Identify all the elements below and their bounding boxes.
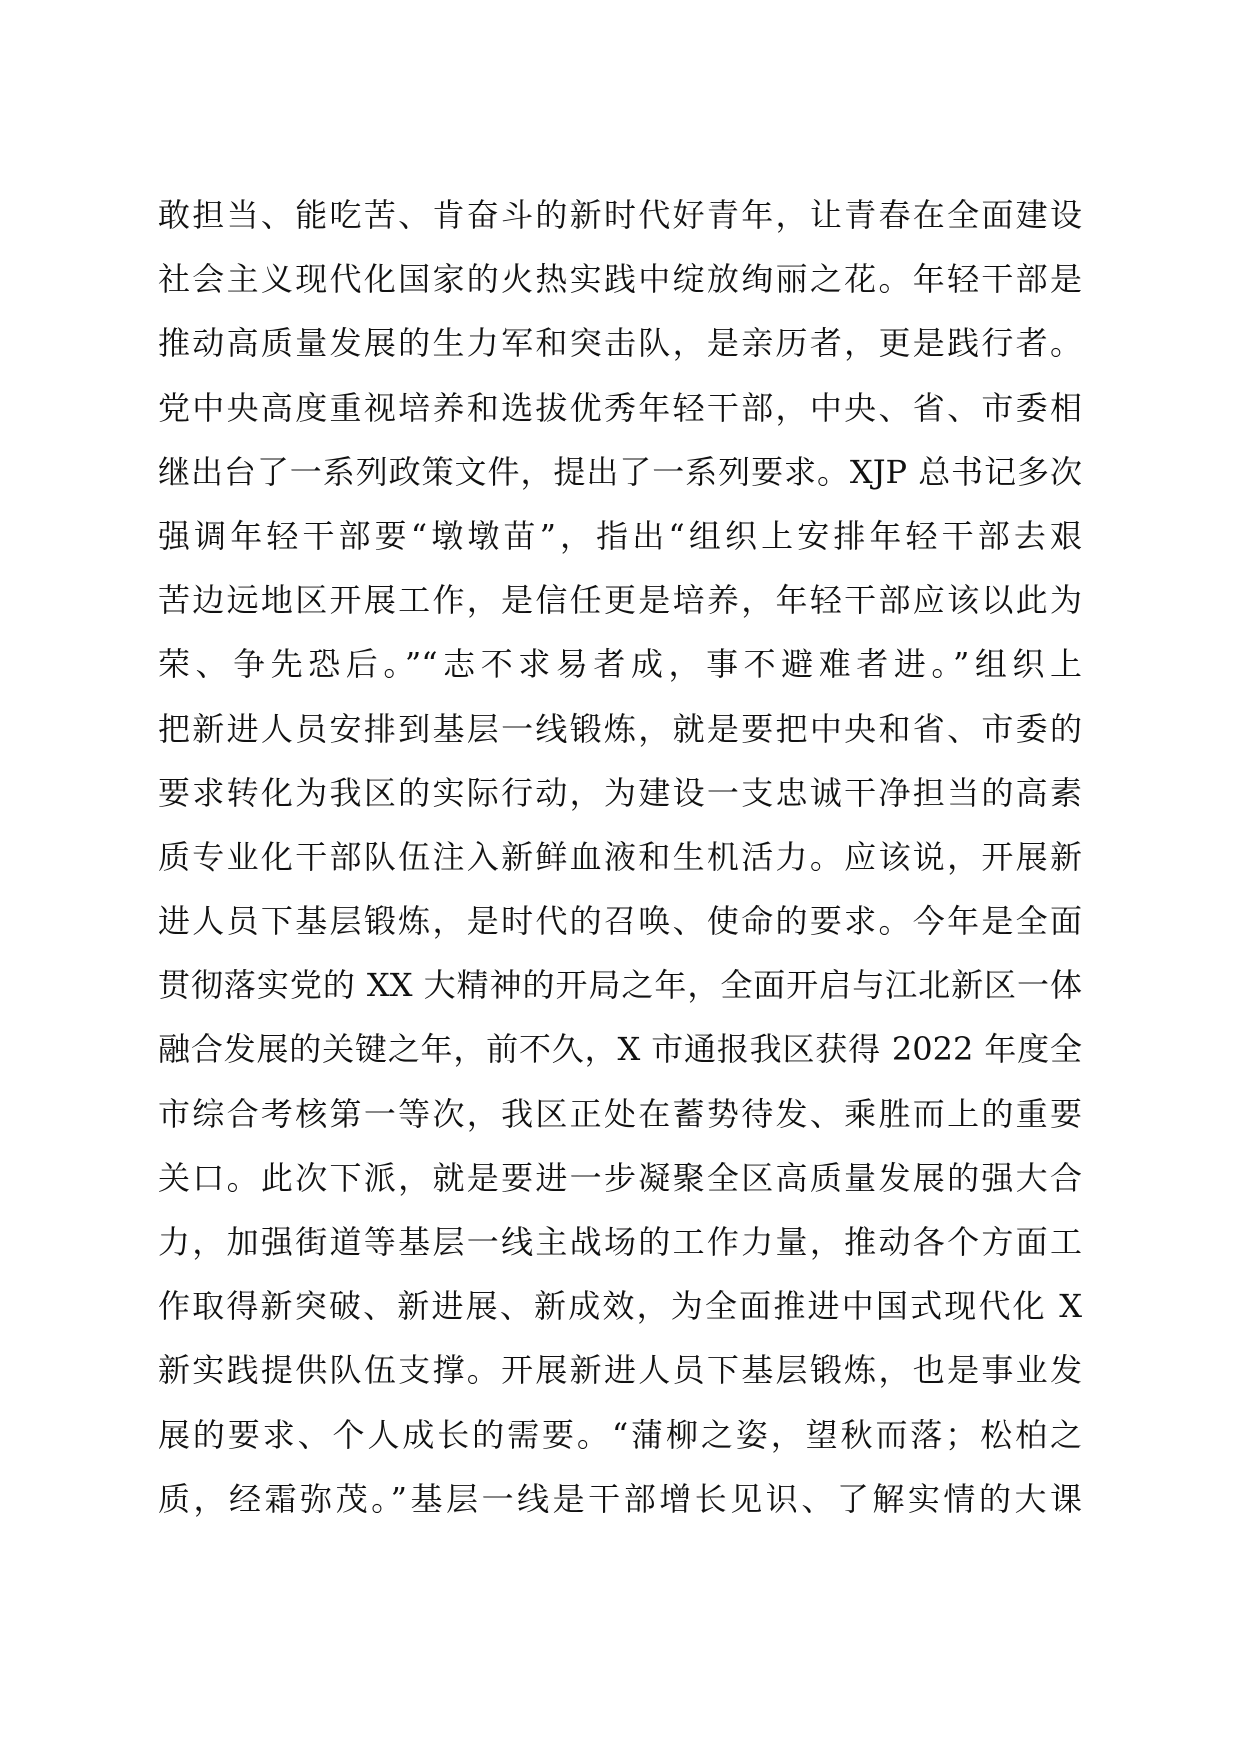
text-line: 关口。此次下派，就是要进一步凝聚全区高质量发展的强大合 <box>158 1158 1082 1197</box>
text-line: 推动高质量发展的生力军和突击队，是亲历者，更是践行者。 <box>158 324 1082 363</box>
text-line: 荣、争先恐后。”“志不求易者成，事不避难者进。”组织上 <box>158 645 1082 684</box>
text-line: 融合发展的关键之年，前不久，X 市通报我区获得 2022 年度全 <box>158 1030 1082 1069</box>
text-line: 党中央高度重视培养和选拔优秀年轻干部，中央、省、市委相 <box>158 388 1082 427</box>
text-line: 要求转化为我区的实际行动，为建设一支忠诚干净担当的高素 <box>158 773 1082 812</box>
body-text <box>158 183 1082 1531</box>
text-line: 苦边远地区开展工作，是信任更是培养，年轻干部应该以此为 <box>158 581 1082 620</box>
text-line: 社会主义现代化国家的火热实践中绽放绚丽之花。年轻干部是 <box>158 260 1082 299</box>
text-line: 进人员下基层锻炼，是时代的召唤、使命的要求。今年是全面 <box>158 902 1082 941</box>
text-line: 敢担当、能吃苦、肯奋斗的新时代好青年，让青春在全面建设 <box>158 196 1082 234</box>
text-line: 作取得新突破、新进展、新成效，为全面推进中国式现代化 X <box>158 1287 1082 1326</box>
text-line: 把新进人员安排到基层一线锻炼，就是要把中央和省、市委的 <box>158 709 1082 748</box>
text-line: 展的要求、个人成长的需要。“蒲柳之姿，望秋而落；松柏之 <box>158 1415 1082 1454</box>
text-line: 新实践提供队伍支撑。开展新进人员下基层锻炼，也是事业发 <box>158 1351 1082 1390</box>
text-line: 强调年轻干部要“墩墩苗”，指出“组织上安排年轻干部去艰 <box>158 516 1082 555</box>
text-line: 质，经霜弥茂。”基层一线是干部增长见识、了解实情的大课 <box>158 1479 1082 1518</box>
text-line: 继出台了一系列政策文件，提出了一系列要求。XJP 总书记多次 <box>158 452 1082 491</box>
text-line: 贯彻落实党的 XX 大精神的开局之年，全面开启与江北新区一体 <box>158 966 1082 1005</box>
text-line: 力，加强街道等基层一线主战场的工作力量，推动各个方面工 <box>158 1223 1082 1261</box>
text-line: 市综合考核第一等次，我区正处在蓄势待发、乘胜而上的重要 <box>158 1094 1082 1133</box>
text-line: 质专业化干部队伍注入新鲜血液和生机活力。应该说，开展新 <box>158 837 1082 876</box>
